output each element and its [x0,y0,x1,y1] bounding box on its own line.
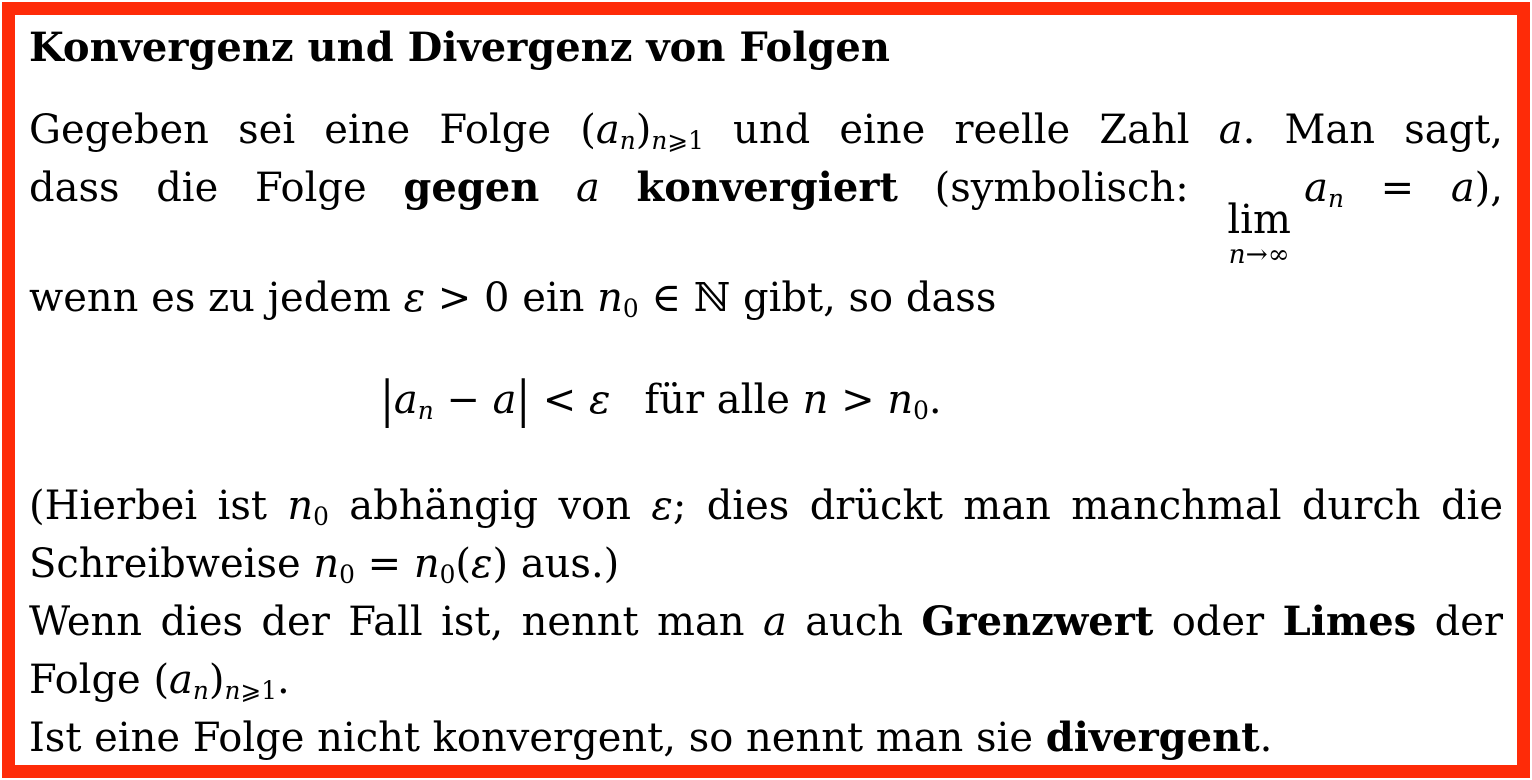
math-subscript-zero: 0 [622,293,639,323]
text-segment: ; dies drückt man manchmal durch die [672,482,1504,529]
text-segment: Ist eine Folge nicht konvergent, so nennt man sie [29,714,1046,761]
text-segment: (Hierbei ist [29,482,288,529]
math-subscript-geq1: ⩾1 [240,675,278,705]
lim-operator: lim [1227,197,1291,243]
arrow-infinity-symbol: →∞ [1245,239,1290,270]
text-segment: für alle [644,376,803,423]
epsilon-symbol: ε [588,376,611,423]
text-segment: . [1259,714,1273,761]
text-segment: Folge [29,656,154,703]
bold-term-gegen: gegen [403,164,540,211]
epsilon-symbol: ε [651,482,673,529]
epsilon-symbol: ε [403,274,426,321]
math-var-n: n [597,274,623,321]
text-segment: und eine reelle Zahl [703,107,1219,153]
definition-title [29,19,1503,77]
paren-open: ( [153,656,170,703]
text-line [29,709,1503,767]
text-line [29,269,1503,327]
paragraph-remarks [29,477,1503,767]
math-var-a: a [393,376,418,423]
less-than-operator: < [529,376,589,423]
text-segment: auch [786,598,922,645]
text-line [29,159,1503,269]
math-var-n: n [413,540,440,587]
text-segment: oder [1153,598,1283,645]
math-subscript-zero: 0 [313,501,329,531]
math-subscript-n: n [619,125,636,155]
text-segment: abhängig von [328,482,652,529]
equals-operator: = [1343,165,1451,211]
math-subscript-geq1: ⩾1 [667,125,704,155]
text-line [29,593,1503,651]
math-var-n: n [802,376,829,423]
text-segment: . Man sagt, [1242,107,1503,153]
paren-open: ( [455,540,472,587]
text-segment: dass die Folge [29,165,404,211]
math-var-n: n [1228,239,1246,270]
math-subscript-n: n [224,675,241,705]
paren-open: ( [580,107,596,153]
bold-term-konvergiert: konvergiert [636,164,898,211]
math-var-n: n [313,540,340,587]
math-var-a: a [169,656,193,703]
text-segment: . [277,656,290,703]
definition-title-text: Konvergenz und Divergenz von Folgen [29,24,890,71]
abs-bar: | [516,370,530,429]
greater-than-operator: > [828,376,888,423]
math-subscript-n: n [651,125,668,155]
definition-box [2,2,1530,778]
text-segment: (symbolisch: [897,165,1226,211]
math-var-a: a [595,107,620,153]
math-var-n: n [887,376,914,423]
math-var-a: a [1304,165,1328,211]
text-line [29,651,1503,709]
math-subscript-n: n [417,395,434,425]
text-segment: . [928,376,942,423]
math-subscript-zero: 0 [913,395,929,425]
math-subscript-zero: 0 [439,559,456,589]
limit-notation [1227,199,1291,269]
math-var-n: n [287,482,314,529]
math-subscript-n: n [192,675,209,705]
text-segment: ) aus.) [492,540,620,587]
minus-operator: − [433,376,493,423]
text-segment: ), [1474,165,1503,211]
text-segment: Schreibweise [29,540,314,587]
text-segment: > 0 ein [425,274,598,321]
epsilon-symbol: ε [471,540,493,587]
display-formula [29,371,1293,429]
bold-term-divergent: divergent [1045,713,1260,761]
bold-term-limes: Limes [1282,597,1417,645]
paren-close: ) [635,107,652,153]
math-var-a: a [762,598,787,645]
text-line [29,535,1503,593]
math-var-a: a [1218,107,1243,153]
abs-bar: | [380,370,394,429]
text-line [29,477,1503,535]
bold-term-grenzwert: Grenzwert [921,597,1154,645]
paragraph-definition [29,101,1503,327]
math-var-a: a [1450,165,1475,211]
math-subscript-zero: 0 [339,559,355,589]
text-segment: ∈ ℕ gibt, so dass [638,274,997,321]
math-var-a: a [539,165,637,211]
math-subscript-n: n [1327,183,1344,213]
paren-close: ) [208,656,225,703]
equals-operator: = [354,540,414,587]
text-segment: wenn es zu jedem [29,274,404,321]
text-segment: Wenn dies der Fall ist, nennt man [29,598,763,645]
lim-subscript [1229,241,1290,269]
text-segment: Gegeben sei eine Folge [29,107,581,153]
text-segment: der [1416,598,1503,645]
math-var-a: a [492,376,517,423]
definition-content [15,15,1517,767]
text-line [29,101,1503,159]
